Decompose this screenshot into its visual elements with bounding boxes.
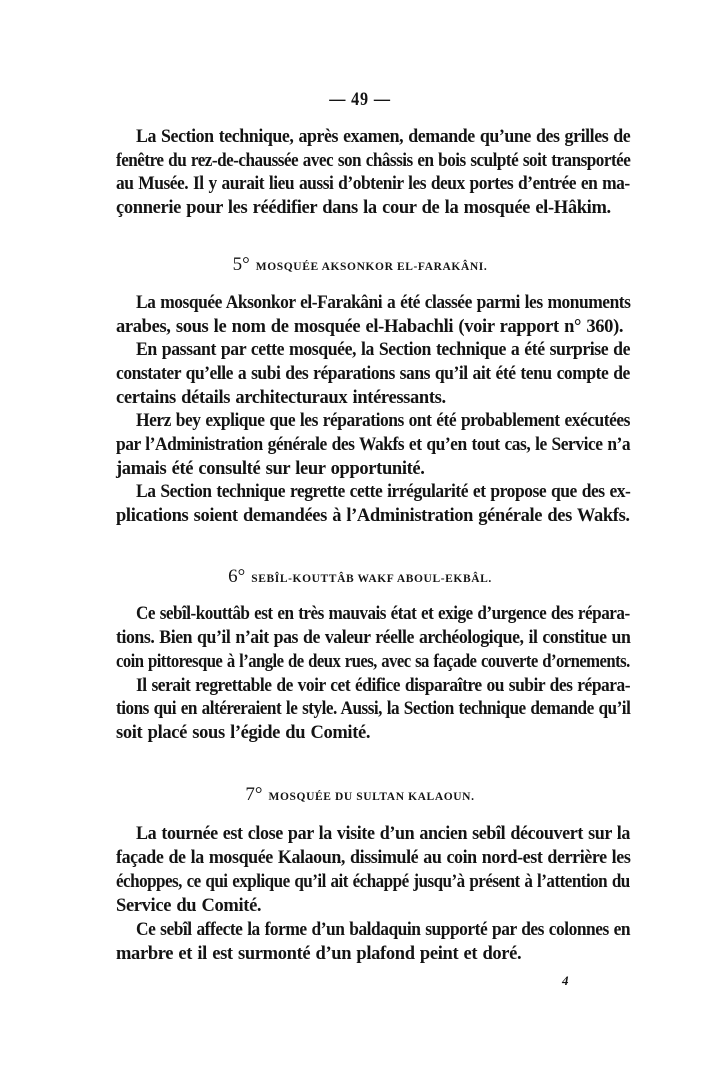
text-line: La tournée est close par la visite d’un ancien sebîl découvert sur la — [136, 824, 630, 844]
text-line: constater qu’elle a subi des réparations sans qu’il ait été tenu compte de — [116, 364, 630, 384]
text-line: marbre et il est surmonté d’un plafond peint et doré. — [116, 944, 522, 964]
section-heading-7 — [0, 784, 720, 806]
section-number: 6° — [228, 566, 246, 587]
section-title: MOSQUÉE AKSONKOR EL-FARAKÂNI. — [255, 261, 488, 273]
text-line: jamais été consulté sur leur opportunité. — [116, 459, 425, 479]
text-line: coin pittoresque à l’angle de deux rues, avec sa façade couverte d’ornements. — [116, 652, 630, 672]
text-line: par l’Administration générale des Wakfs et qu’en tout cas, le Service n’a — [116, 435, 631, 455]
section-number: 5° — [232, 254, 250, 275]
section-title: MOSQUÉE DU SULTAN KALAOUN. — [268, 791, 475, 803]
section-heading-6 — [0, 566, 720, 588]
text-line: tions. Bien qu’il n’ait pas de valeur réelle archéologique, il constitue un — [116, 628, 631, 648]
text-line: tions qui en altéreraient le style. Aussi, la Section technique demande qu’il — [116, 699, 631, 719]
text-line: Ce sebîl-kouttâb est en très mauvais état et exige d’urgence des répara- — [136, 604, 630, 624]
section-title: SEBÎL-KOUTTÂB WAKF ABOUL-EKBÂL. — [251, 573, 492, 585]
section-heading-5 — [0, 254, 720, 276]
text-line: Herz bey explique que les réparations ont été probablement exécutées — [136, 411, 630, 431]
signature-mark: 4 — [562, 973, 569, 988]
text-line: En passant par cette mosquée, la Section technique a été surprise de — [136, 340, 631, 360]
text-line: plications soient demandées à l’Administration générale des Wakfs. — [116, 506, 630, 526]
text-line: La mosquée Aksonkor el-Farakâni a été classée parmi les monuments — [136, 293, 631, 313]
text-line: Service du Comité. — [116, 896, 262, 916]
text-line: fenêtre du rez-de-chaussée avec son châssis en bois sculpté soit transportée — [116, 151, 631, 171]
text-line: soit placé sous l’égide du Comité. — [116, 723, 371, 743]
text-line: arabes, sous le nom de mosquée el-Habachli (voir rapport n° 360). — [116, 317, 624, 337]
text-line: façade de la mosquée Kalaoun, dissimulé au coin nord-est derrière les — [116, 848, 631, 868]
text-line: Ce sebîl affecte la forme d’un baldaquin supporté par des colonnes en — [136, 920, 631, 940]
text-line: La Section technique regrette cette irrégularité et propose que des ex- — [136, 482, 631, 502]
page-number: — 49 — — [329, 89, 391, 110]
text-line: échoppes, ce qui explique qu’il ait échappé jusqu’à présent à l’attention du — [116, 872, 630, 892]
section-number: 7° — [245, 784, 263, 805]
text-line: au Musée. Il y aurait lieu aussi d’obtenir les deux portes d’entrée en ma- — [116, 174, 630, 194]
text-line: Il serait regrettable de voir cet édifice disparaître ou subir des répara- — [136, 676, 631, 696]
text-line: La Section technique, après examen, demande qu’une des grilles de — [136, 127, 631, 147]
text-line: certains détails architecturaux intéressants. — [116, 388, 446, 408]
text-line: çonnerie pour les réédifier dans la cour de la mosquée el-Hâkim. — [116, 198, 611, 218]
